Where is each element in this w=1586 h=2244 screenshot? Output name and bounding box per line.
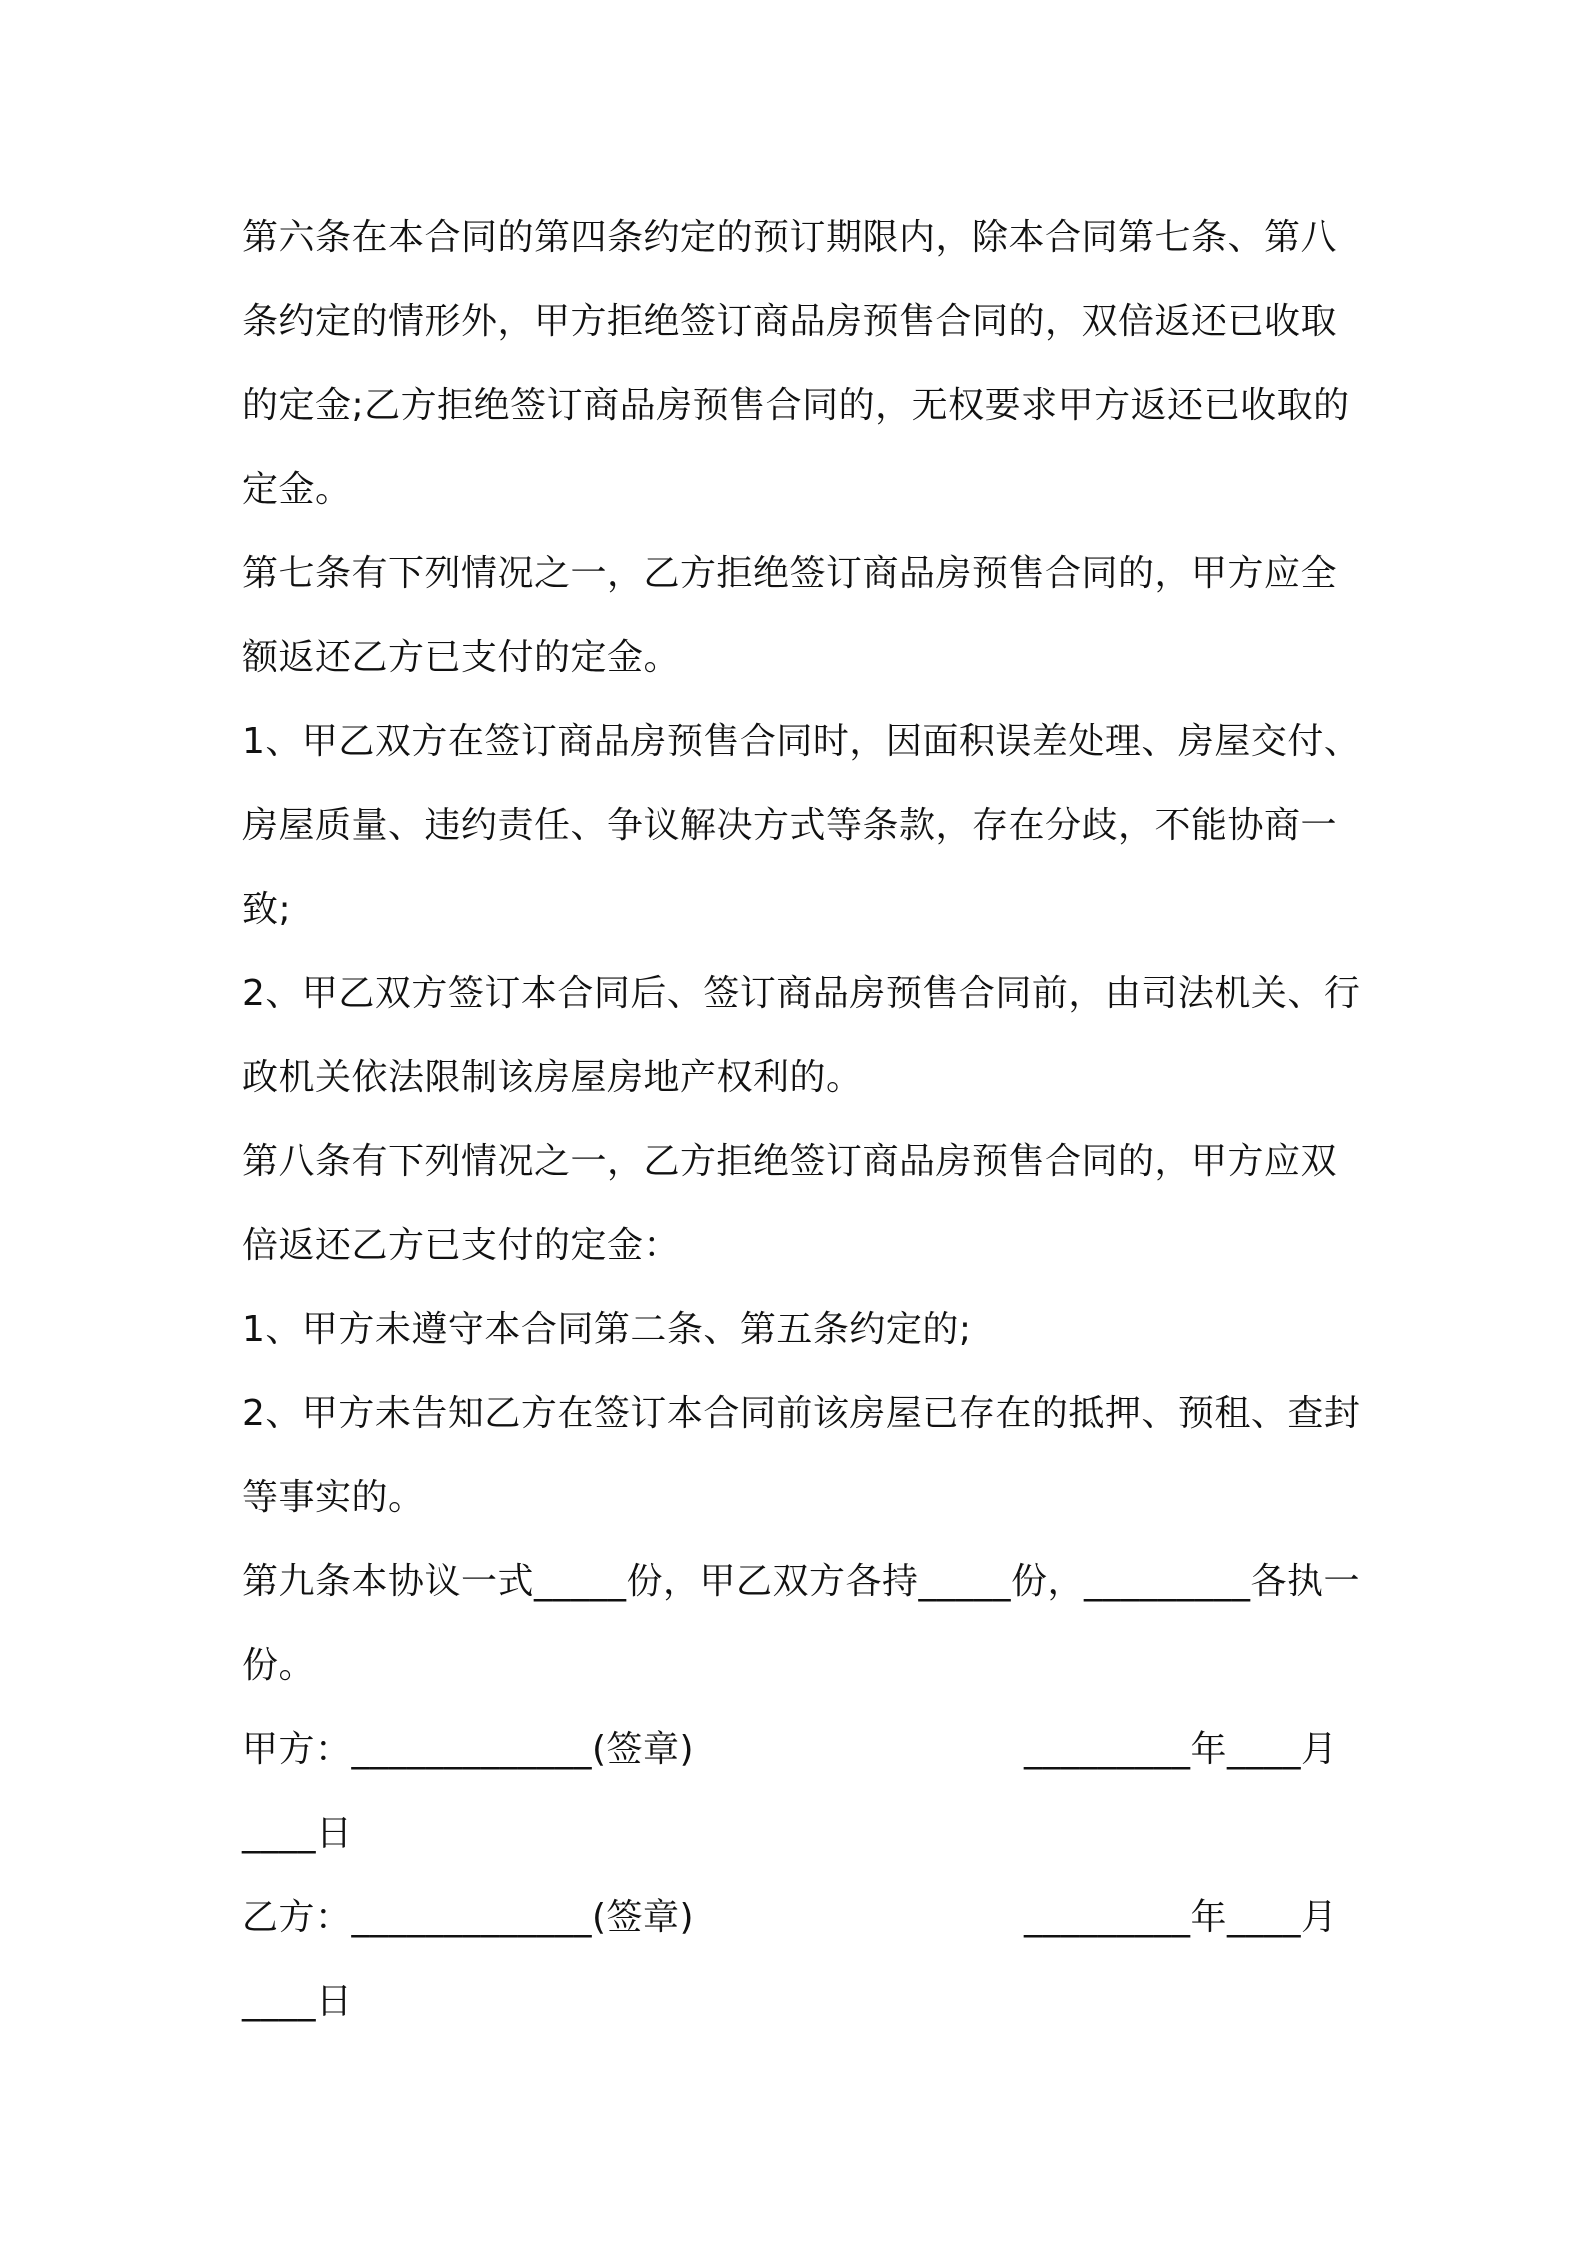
party-b-label: 乙方： xyxy=(242,1897,352,1938)
party-b-day: ____日 xyxy=(242,1981,353,2022)
article-8-paragraph: 第八条有下列情况之一，乙方拒绝签订商品房预售合同的，甲方应双倍返还乙方已支付的定金： xyxy=(242,1141,1338,1266)
party-a-signature-row xyxy=(242,1708,1362,1792)
document-body xyxy=(242,196,1362,2044)
article-7-item-1: 1、甲乙双方在签订商品房预售合同时，因面积误差处理、房屋交付、房屋质量、违约责任、争议解决方式等条款，存在分歧，不能协商一致; xyxy=(242,721,1361,930)
party-a-date: _________年____月 xyxy=(1024,1729,1338,1770)
article-8-item-1: 1、甲方未遵守本合同第二条、第五条约定的; xyxy=(242,1309,972,1350)
article-6-paragraph: 第六条在本合同的第四条约定的预订期限内，除本合同第七条、第八条约定的情形外，甲方拒绝签订商品房预售合同的，双倍返还已收取的定金;乙方拒绝签订商品房预售合同的，无权要求甲方返还已收取的定金。 xyxy=(242,217,1350,510)
party-b-signature-row xyxy=(242,1876,1362,1960)
party-b-signature xyxy=(242,1876,694,1960)
article-7-paragraph: 第七条有下列情况之一，乙方拒绝签订商品房预售合同的，甲方应全额返还乙方已支付的定金。 xyxy=(242,553,1338,678)
party-b-date: _________年____月 xyxy=(1024,1897,1338,1938)
party-b-signature-blank: _____________(签章) xyxy=(351,1897,695,1938)
party-a-signature-blank: _____________(签章) xyxy=(351,1729,695,1770)
party-a-label: 甲方： xyxy=(242,1729,352,1770)
party-a-signature xyxy=(242,1708,694,1792)
party-a-day: ____日 xyxy=(242,1813,353,1854)
article-7-item-2: 2、甲乙双方签订本合同后、签订商品房预售合同前，由司法机关、行政机关依法限制该房屋房地产权利的。 xyxy=(242,973,1361,1098)
article-8-item-2: 2、甲方未告知乙方在签订本合同前该房屋已存在的抵押、预租、查封等事实的。 xyxy=(242,1393,1361,1518)
article-9-paragraph: 第九条本协议一式_____份，甲乙双方各持_____份，_________各执一份。 xyxy=(242,1561,1361,1686)
